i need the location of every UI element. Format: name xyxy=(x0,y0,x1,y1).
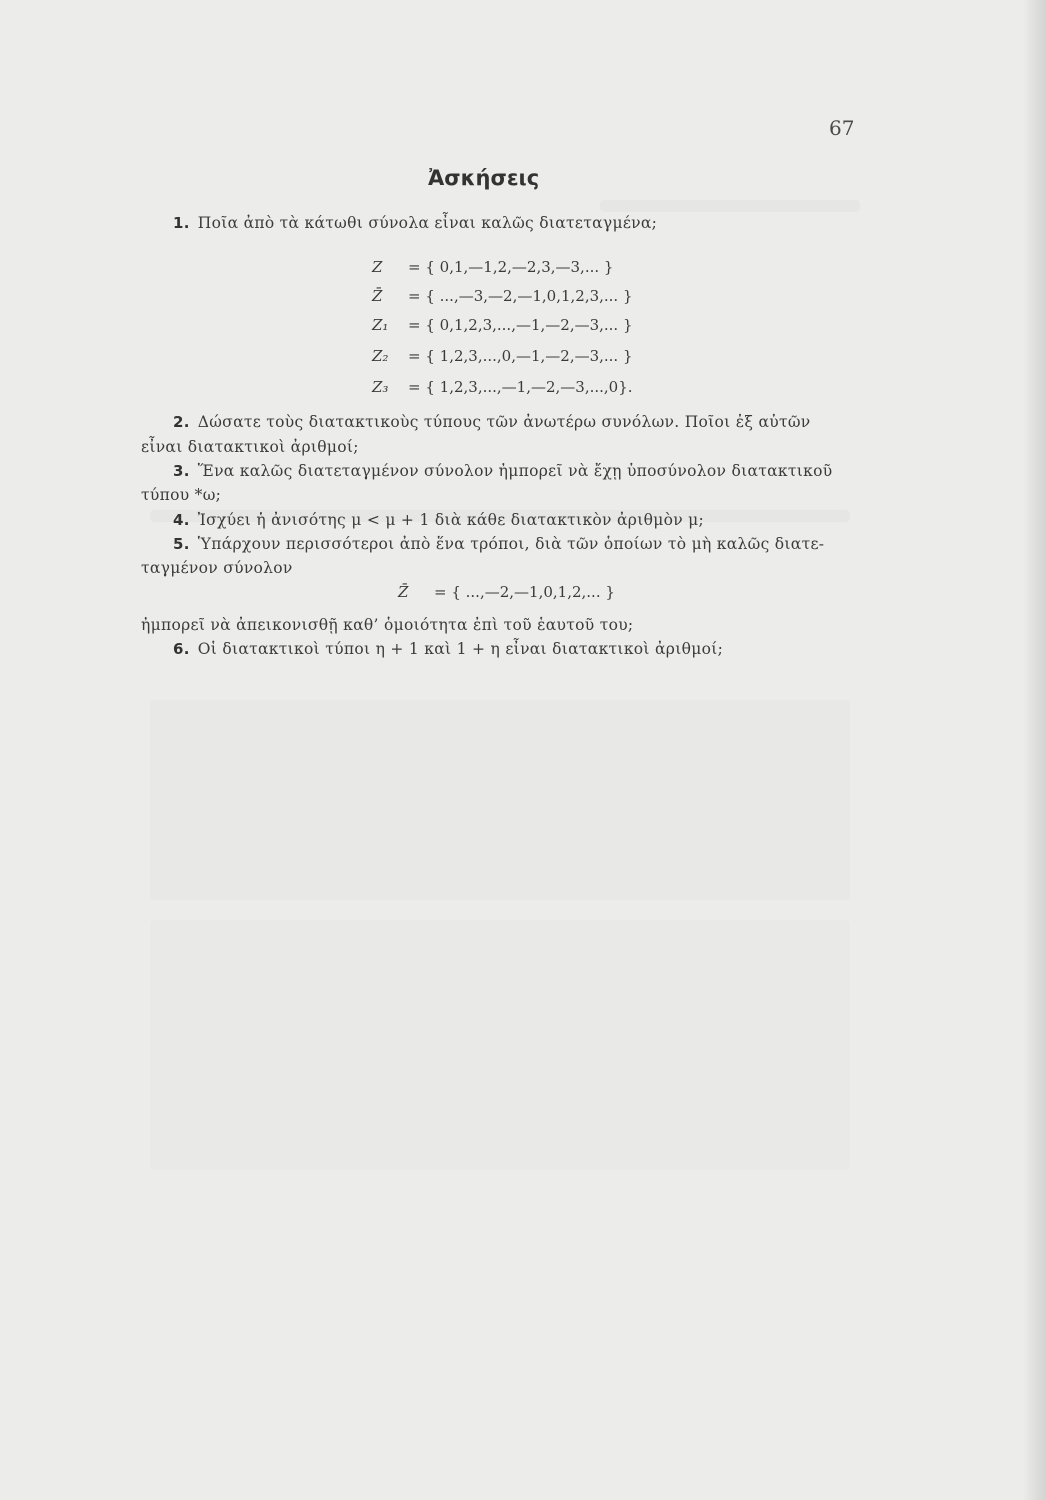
bleed-through xyxy=(150,700,850,900)
page-number: 67 xyxy=(829,116,855,140)
set-label: Z xyxy=(372,258,383,276)
set-label: Z₃ xyxy=(372,378,389,396)
exercise-text: Οἱ διατακτικοὶ τύποι η + 1 καὶ 1 + η εἶναι διατακτικοὶ ἀριθμοί; xyxy=(197,640,724,658)
set-Z2 xyxy=(372,347,792,365)
bleed-through xyxy=(600,200,860,212)
bleed-through xyxy=(150,920,850,1170)
set-expression: = { 0,1,—1,2,—2,3,—3,... } xyxy=(408,258,614,276)
exercise-number: 5. xyxy=(173,535,190,553)
exercise-text: Ἕνα καλῶς διατεταγμένον σύνολον ἠμπορεῖ νὰ ἔχῃ ὑποσύνολον διατακτικοῦ xyxy=(197,462,833,480)
exercise-text: Ἰσχύει ἡ ἀνισότης μ < μ + 1 διὰ κάθε διατακτικὸν ἀριθμὸν μ; xyxy=(197,511,705,529)
set-expression: = { ...,—2,—1,0,1,2,... } xyxy=(434,583,615,601)
exercise-4 xyxy=(173,511,895,529)
set-label: Z̄ xyxy=(372,287,383,305)
exercise-2 xyxy=(173,413,895,431)
exercise-1 xyxy=(173,214,895,232)
exercise-number: 3. xyxy=(173,462,190,480)
set-expression: = { ...,—3,—2,—1,0,1,2,3,... } xyxy=(408,287,633,305)
page-edge-shadow xyxy=(1023,0,1045,1500)
exercise-5-cont: ταγμένον σύνολον xyxy=(141,559,293,577)
exercise-text: Ποῖα ἀπὸ τὰ κάτωθι σύνολα εἶναι καλῶς διατεταγμένα; xyxy=(197,214,658,232)
set-Zbar xyxy=(372,287,792,305)
exercise-5-cont2: ἠμπορεῖ νὰ ἀπεικονισθῇ καθ’ ὁμοιότητα ἐπὶ τοῦ ἑαυτοῦ του; xyxy=(141,616,634,634)
exercise-number: 6. xyxy=(173,640,190,658)
exercise-6 xyxy=(173,640,895,658)
exercise-3 xyxy=(173,462,895,480)
set-label: Z₁ xyxy=(372,316,389,334)
set-Z1 xyxy=(372,316,792,334)
exercise-number: 1. xyxy=(173,214,190,232)
set-expression: = { 1,2,3,...,—1,—2,—3,...,0}. xyxy=(408,378,633,396)
set-label: Z̄ xyxy=(398,583,409,601)
set-Z xyxy=(372,258,792,276)
page-title: Ἀσκήσεις xyxy=(428,166,540,190)
set-expression: = { 1,2,3,...,0,—1,—2,—3,... } xyxy=(408,347,633,365)
set-label: Z₂ xyxy=(372,347,389,365)
exercise-text: Δώσατε τοὺς διατακτικοὺς τύπους τῶν ἀνωτέρω συνόλων. Ποῖοι ἐξ αὐτῶν xyxy=(197,413,811,431)
exercise-5 xyxy=(173,535,895,553)
exercise-number: 4. xyxy=(173,511,190,529)
set-expression: = { 0,1,2,3,...,—1,—2,—3,... } xyxy=(408,316,633,334)
exercise-2-cont: εἶναι διατακτικοὶ ἀριθμοί; xyxy=(141,438,359,456)
exercise-text: Ὑπάρχουν περισσότεροι ἀπὸ ἕνα τρόποι, διὰ τῶν ὁποίων τὸ μὴ καλῶς διατε- xyxy=(197,535,825,553)
set-Zbar-ex5 xyxy=(398,583,818,601)
set-Z3 xyxy=(372,378,792,396)
exercise-3-cont: τύπου *ω; xyxy=(141,486,222,504)
exercise-number: 2. xyxy=(173,413,190,431)
